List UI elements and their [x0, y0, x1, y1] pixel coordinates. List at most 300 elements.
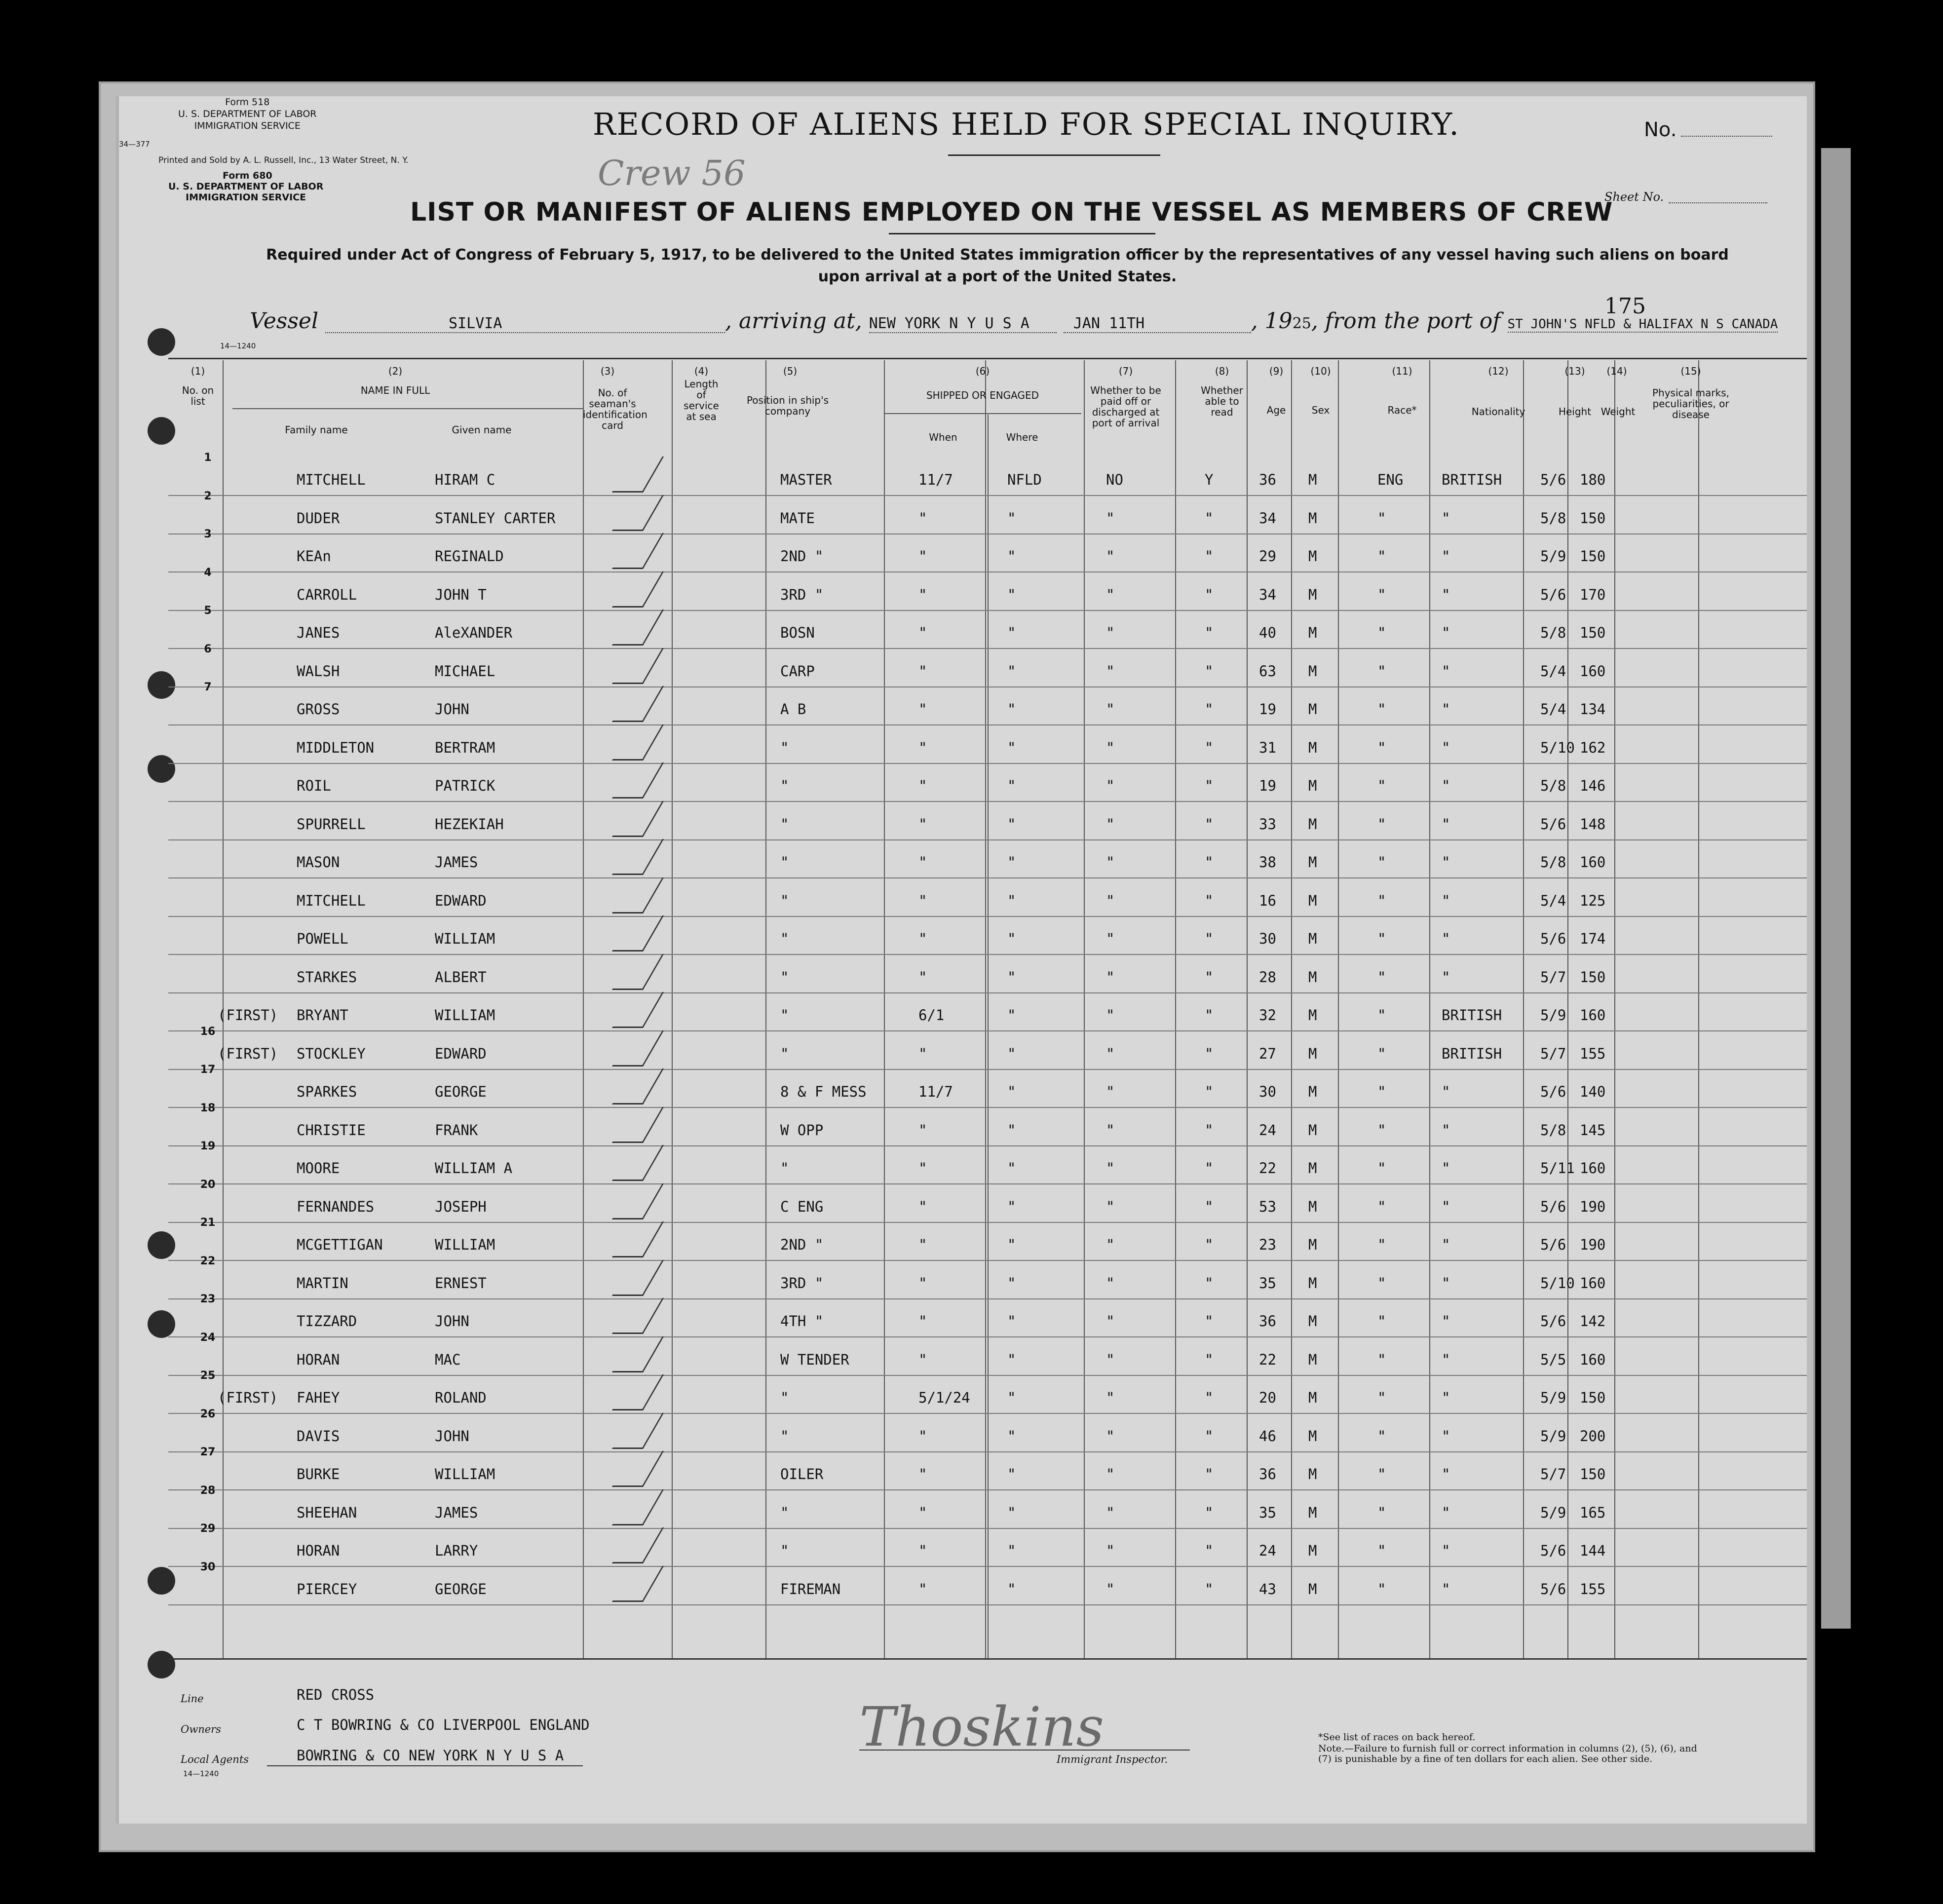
cell-position: ": [780, 930, 789, 947]
checkmark-icon: [612, 1183, 664, 1219]
cell-weight: 144: [1580, 1542, 1606, 1559]
column-rule: [765, 360, 766, 1658]
cell-read: ": [1205, 854, 1214, 871]
arrival-date: JAN 11TH: [1064, 315, 1251, 333]
cell-when: 6/1: [918, 1007, 945, 1024]
cell-given: LARRY: [435, 1542, 478, 1559]
cell-weight: 190: [1580, 1198, 1606, 1215]
cell-weight: 134: [1580, 701, 1606, 718]
cell-given: REGINALD: [435, 548, 504, 565]
cell-given: ROLAND: [435, 1389, 487, 1406]
col4-header: Length of service at sea: [684, 378, 719, 422]
cell-paid: ": [1106, 624, 1115, 641]
column-rule: [1698, 360, 1699, 1658]
cell-where: ": [1007, 777, 1016, 794]
cell-read: ": [1205, 968, 1214, 986]
cell-sex: M: [1308, 1198, 1317, 1215]
cell-when: ": [918, 739, 927, 756]
cell-family: ROIL: [297, 777, 331, 794]
cell-height: 5/7: [1540, 968, 1566, 986]
cell-position: ": [780, 968, 789, 986]
cell-paid: ": [1106, 739, 1115, 756]
cell-height: 5/6: [1540, 471, 1566, 488]
checkmark-icon: [612, 495, 664, 531]
col11-number: (11): [1392, 365, 1412, 377]
cell-given: ALBERT: [435, 968, 487, 986]
cell-position: 4TH ": [780, 1313, 824, 1330]
cell-read: ": [1205, 1504, 1214, 1521]
cell-paid: ": [1106, 1389, 1115, 1406]
cell-position: ": [780, 1427, 789, 1445]
row-number: 4: [204, 566, 212, 579]
col10-header: Sex: [1311, 404, 1330, 416]
cell-weight: 155: [1580, 1045, 1606, 1062]
cell-nationality: ": [1442, 1198, 1450, 1215]
cell-paid: ": [1106, 1198, 1115, 1215]
punch-hole: [148, 1231, 175, 1259]
cell-weight: 150: [1580, 509, 1606, 527]
cell-nationality: ": [1442, 548, 1450, 565]
punch-hole: [148, 328, 175, 356]
cell-given: AleXANDER: [435, 624, 513, 641]
cell-family: BURKE: [297, 1466, 340, 1483]
cell-age: 43: [1259, 1580, 1276, 1598]
cell-when: ": [918, 1542, 927, 1559]
cell-position: A B: [780, 701, 806, 718]
cell-age: 22: [1259, 1160, 1276, 1177]
row-rule: [168, 916, 1807, 917]
cell-sex: M: [1308, 1542, 1317, 1559]
col1-header: No. on list: [182, 384, 214, 407]
cell-age: 30: [1259, 1083, 1276, 1100]
cell-position: BOSN: [780, 624, 815, 641]
cell-given: JOHN: [435, 701, 469, 718]
cell-position: ": [780, 1045, 789, 1062]
cell-read: ": [1205, 1236, 1214, 1253]
cell-family: FERNANDES: [297, 1198, 375, 1215]
checkmark-icon: [612, 762, 664, 799]
cell-paid: NO: [1106, 471, 1123, 488]
lower-department: U. S. DEPARTMENT OF LABOR: [168, 181, 324, 192]
cell-sex: M: [1308, 701, 1317, 718]
cell-paid: ": [1106, 1236, 1115, 1253]
row-rule: [168, 1260, 1807, 1261]
punch-hole: [148, 1310, 175, 1338]
cell-race: ": [1377, 930, 1386, 947]
col14-number: (14): [1606, 365, 1627, 377]
cell-race: ": [1377, 1427, 1386, 1445]
cell-nationality: ": [1442, 1274, 1450, 1292]
races-note: *See list of races on back hereof.: [1318, 1732, 1476, 1743]
cell-sex: M: [1308, 930, 1317, 947]
col15-header: Physical marks, peculiarities, or disease: [1652, 387, 1730, 420]
cell-family: TIZZARD: [297, 1313, 357, 1330]
cell-sex: M: [1308, 777, 1317, 794]
row-rule: [168, 1451, 1807, 1452]
cell-weight: 165: [1580, 1504, 1606, 1521]
cell-height: 5/10: [1540, 1274, 1575, 1292]
col6-where-header: Where: [1006, 431, 1038, 443]
cell-race: ": [1377, 854, 1386, 871]
cell-when: ": [918, 815, 927, 833]
cell-paid: ": [1106, 1274, 1115, 1292]
row-rule: [168, 877, 1807, 878]
cell-nationality: ": [1442, 1160, 1450, 1177]
sheet-line: [1669, 202, 1767, 203]
record-title: RECORD OF ALIENS HELD FOR SPECIAL INQUIRY.: [593, 106, 1460, 142]
department: U. S. DEPARTMENT OF LABOR: [178, 109, 317, 119]
cell-given: JOSEPH: [435, 1198, 487, 1215]
cell-given: WILLIAM: [435, 1236, 495, 1253]
cell-where: ": [1007, 1466, 1016, 1483]
col12-number: (12): [1488, 365, 1509, 377]
vessel-name: SILVIA: [325, 315, 725, 333]
row-rule: [168, 763, 1807, 764]
cell-race: ": [1377, 1045, 1386, 1062]
checkmark-icon: [612, 1489, 664, 1525]
cell-paid: ": [1106, 548, 1115, 565]
owners-value: C T BOWRING & CO LIVERPOOL ENGLAND: [297, 1716, 590, 1733]
cell-age: 27: [1259, 1045, 1276, 1062]
cell-sex: M: [1308, 854, 1317, 871]
cell-family: HORAN: [297, 1351, 340, 1368]
cell-height: 5/9: [1540, 1007, 1566, 1024]
cell-age: 29: [1259, 548, 1276, 565]
cell-sex: M: [1308, 548, 1317, 565]
manifest-page: [116, 96, 1807, 1824]
cell-nationality: BRITISH: [1442, 1007, 1502, 1024]
checkmark-icon: [612, 609, 664, 646]
row-rule: [168, 992, 1807, 993]
handwritten-crew-note: Crew 56: [598, 153, 746, 193]
column-rule: [672, 360, 673, 1658]
cell-position: ": [780, 854, 789, 871]
cell-nationality: ": [1442, 1389, 1450, 1406]
col5-header: Position in ship's company: [746, 394, 829, 417]
row-number: 19: [200, 1140, 216, 1152]
cell-when: 11/7: [918, 1083, 953, 1100]
cell-when: 11/7: [918, 471, 953, 488]
row-rule: [168, 686, 1807, 687]
cell-given: HIRAM C: [435, 471, 495, 488]
cell-given: JOHN: [435, 1313, 469, 1330]
cell-weight: 150: [1580, 1389, 1606, 1406]
cell-when: ": [918, 1504, 927, 1521]
penalty-note: Note.—Failure to furnish full or correct information in columns (2), (5), (6), and (7) is punishable by a fine of ten dollars for each alien. See other side.: [1318, 1743, 1697, 1764]
cell-race: ": [1377, 1542, 1386, 1559]
cell-where: ": [1007, 1427, 1016, 1445]
cell-read: ": [1205, 624, 1214, 641]
cell-read: ": [1205, 1466, 1214, 1483]
cell-position: W OPP: [780, 1121, 824, 1139]
cell-race: ": [1377, 1580, 1386, 1598]
cell-prefix: (FIRST): [218, 1045, 278, 1062]
cell-height: 5/6: [1540, 1083, 1566, 1100]
manifest-underline: [889, 233, 1155, 234]
sheet-label: Sheet No.: [1604, 190, 1664, 204]
cell-family: POWELL: [297, 930, 348, 947]
cell-height: 5/4: [1540, 701, 1566, 718]
cell-age: 53: [1259, 1198, 1276, 1215]
cell-position: CARP: [780, 662, 815, 680]
cell-sex: M: [1308, 471, 1317, 488]
cell-given: GEORGE: [435, 1580, 487, 1598]
col3-number: (3): [600, 365, 615, 377]
cell-when: ": [918, 777, 927, 794]
cell-nationality: ": [1442, 1121, 1450, 1139]
cell-weight: 180: [1580, 471, 1606, 488]
vessel-line: [250, 308, 1778, 334]
cell-sex: M: [1308, 1427, 1317, 1445]
col7-header: Whether to be paid off or discharged at port of arrival: [1090, 384, 1161, 429]
cell-height: 5/6: [1540, 815, 1566, 833]
col12-header: Nationality: [1471, 406, 1525, 418]
row-rule: [168, 839, 1807, 840]
cell-where: ": [1007, 1121, 1016, 1139]
cell-when: ": [918, 1274, 927, 1292]
cell-read: ": [1205, 1083, 1214, 1100]
cell-weight: 160: [1580, 662, 1606, 680]
cell-family: JANES: [297, 624, 340, 641]
cell-paid: ": [1106, 586, 1115, 603]
printed-by: Printed and Sold by A. L. Russell, Inc., 13 Water Street, N. Y.: [158, 155, 409, 165]
year-suffix: 25: [1292, 315, 1311, 332]
cell-nationality: ": [1442, 968, 1450, 986]
col6-number: (6): [975, 365, 990, 377]
cell-age: 30: [1259, 930, 1276, 947]
cell-height: 5/6: [1540, 1313, 1566, 1330]
cell-read: ": [1205, 1045, 1214, 1062]
cell-paid: ": [1106, 854, 1115, 871]
cell-when: ": [918, 1160, 927, 1177]
cell-age: 36: [1259, 1466, 1276, 1483]
cell-given: JOHN: [435, 1427, 469, 1445]
cell-age: 36: [1259, 471, 1276, 488]
checkmark-icon: [612, 915, 664, 952]
cell-family: HORAN: [297, 1542, 340, 1559]
cell-paid: ": [1106, 1427, 1115, 1445]
cell-age: 22: [1259, 1351, 1276, 1368]
cell-sex: M: [1308, 892, 1317, 909]
cell-nationality: ": [1442, 1083, 1450, 1100]
col5-number: (5): [783, 365, 798, 377]
cell-sex: M: [1308, 1313, 1317, 1330]
cell-age: 32: [1259, 1007, 1276, 1024]
cell-read: ": [1205, 548, 1214, 565]
cell-race: ": [1377, 1466, 1386, 1483]
cell-nationality: ": [1442, 624, 1450, 641]
cell-nationality: ": [1442, 777, 1450, 794]
cell-sex: M: [1308, 1351, 1317, 1368]
arriving-label: , arriving at,: [725, 308, 862, 334]
row-number: 17: [200, 1064, 216, 1076]
cell-paid: ": [1106, 701, 1115, 718]
row-rule: [168, 1107, 1807, 1108]
checkmark-icon: [612, 724, 664, 761]
cell-when: ": [918, 1121, 927, 1139]
cell-read: ": [1205, 1351, 1214, 1368]
cell-sex: M: [1308, 1236, 1317, 1253]
no-label: No.: [1644, 118, 1677, 141]
cell-given: GEORGE: [435, 1083, 487, 1100]
cell-nationality: BRITISH: [1442, 1045, 1502, 1062]
cell-when: ": [918, 1351, 927, 1368]
checkmark-icon: [612, 839, 664, 875]
cell-height: 5/6: [1540, 1580, 1566, 1598]
from-port: ST JOHN'S NFLD & HALIFAX N S CANADA: [1507, 317, 1778, 332]
cell-sex: M: [1308, 1504, 1317, 1521]
cell-given: WILLIAM: [435, 1466, 495, 1483]
col2-family-header: Family name: [285, 424, 348, 436]
cell-nationality: ": [1442, 1466, 1450, 1483]
cell-family: CARROLL: [297, 586, 357, 603]
cell-family: DUDER: [297, 509, 340, 527]
cell-where: ": [1007, 548, 1016, 565]
col8-number: (8): [1215, 365, 1229, 377]
cell-position: 2ND ": [780, 548, 824, 565]
table-bottom-rule: [168, 1658, 1807, 1660]
cell-height: 5/4: [1540, 892, 1566, 909]
cell-when: ": [918, 509, 927, 527]
cell-age: 34: [1259, 586, 1276, 603]
cell-position: ": [780, 739, 789, 756]
sheet-number: 175: [1604, 294, 1646, 319]
cell-weight: 200: [1580, 1427, 1606, 1445]
cell-height: 5/8: [1540, 777, 1566, 794]
cell-nationality: ": [1442, 930, 1450, 947]
col6-when-header: When: [929, 431, 957, 443]
cell-nationality: ": [1442, 815, 1450, 833]
subtitle: Required under Act of Congress of February 5, 1917, to be delivered to the United States immigration officer by the representatives of any vessel having such aliens on board upon arrival at a port of the United States.: [266, 246, 1729, 285]
cell-family: KEAn: [297, 548, 331, 565]
cell-read: ": [1205, 1121, 1214, 1139]
checkmark-icon: [612, 648, 664, 684]
cell-race: ": [1377, 777, 1386, 794]
cell-position: 3RD ": [780, 586, 824, 603]
agents-line: [267, 1765, 583, 1766]
cell-race: ": [1377, 1160, 1386, 1177]
cell-read: ": [1205, 930, 1214, 947]
checkmark-icon: [612, 1566, 664, 1602]
form-info: [178, 96, 316, 132]
form-code-left: 14—1240: [220, 342, 256, 350]
cell-where: ": [1007, 892, 1016, 909]
cell-weight: 155: [1580, 1580, 1606, 1598]
cell-height: 5/8: [1540, 509, 1566, 527]
col11-header: Race*: [1387, 404, 1417, 416]
cell-weight: 170: [1580, 586, 1606, 603]
cell-nationality: ": [1442, 892, 1450, 909]
cell-nationality: ": [1442, 509, 1450, 527]
cell-height: 5/9: [1540, 1504, 1566, 1521]
cell-where: ": [1007, 701, 1016, 718]
cell-read: ": [1205, 1160, 1214, 1177]
row-number: 27: [200, 1446, 216, 1458]
checkmark-icon: [612, 1527, 664, 1563]
cell-race: ": [1377, 892, 1386, 909]
cell-family: SPARKES: [297, 1083, 357, 1100]
cell-weight: 145: [1580, 1121, 1606, 1139]
cell-paid: ": [1106, 662, 1115, 680]
cell-given: JOHN T: [435, 586, 487, 603]
col2-number: (2): [388, 365, 403, 377]
cell-age: 19: [1259, 777, 1276, 794]
cell-race: ": [1377, 1389, 1386, 1406]
lower-service: IMMIGRATION SERVICE: [186, 192, 306, 203]
cell-race: ": [1377, 624, 1386, 641]
cell-given: HEZEKIAH: [435, 815, 504, 833]
cell-position: OILER: [780, 1466, 824, 1483]
row-number: 22: [200, 1255, 216, 1267]
owners-label: Owners: [181, 1723, 221, 1735]
row-number: 23: [200, 1293, 216, 1305]
column-rule: [1247, 360, 1248, 1658]
cell-paid: ": [1106, 968, 1115, 986]
cell-where: ": [1007, 1083, 1016, 1100]
cell-paid: ": [1106, 1083, 1115, 1100]
cell-given: JAMES: [435, 854, 478, 871]
row-rule: [168, 1336, 1807, 1337]
cell-when: ": [918, 930, 927, 947]
cell-height: 5/10: [1540, 739, 1575, 756]
column-rule: [1338, 360, 1339, 1658]
cell-sex: M: [1308, 624, 1317, 641]
cell-family: STOCKLEY: [297, 1045, 366, 1062]
cell-given: MAC: [435, 1351, 461, 1368]
cell-age: 35: [1259, 1504, 1276, 1521]
cell-sex: M: [1308, 1121, 1317, 1139]
agents-value: BOWRING & CO NEW YORK N Y U S A: [297, 1747, 564, 1764]
cell-height: 5/5: [1540, 1351, 1566, 1368]
cell-age: 28: [1259, 968, 1276, 986]
cell-age: 33: [1259, 815, 1276, 833]
cell-family: GROSS: [297, 701, 340, 718]
cell-nationality: ": [1442, 701, 1450, 718]
cell-when: ": [918, 1466, 927, 1483]
cell-where: ": [1007, 1007, 1016, 1024]
cell-given: WILLIAM A: [435, 1160, 513, 1177]
row-rule: [168, 1604, 1807, 1605]
cell-height: 5/6: [1540, 586, 1566, 603]
signature-line: [859, 1750, 1190, 1751]
cell-weight: 174: [1580, 930, 1606, 947]
cell-where: ": [1007, 1580, 1016, 1598]
cell-height: 5/8: [1540, 1121, 1566, 1139]
row-number: 29: [200, 1523, 216, 1535]
no-line: [1681, 136, 1772, 137]
col13-number: (13): [1564, 365, 1585, 377]
cell-sex: M: [1308, 1274, 1317, 1292]
cell-age: 24: [1259, 1542, 1276, 1559]
vessel-label: Vessel: [250, 308, 319, 334]
punch-hole: [148, 671, 175, 699]
column-rule: [1175, 360, 1176, 1658]
cell-paid: ": [1106, 1351, 1115, 1368]
cell-nationality: ": [1442, 662, 1450, 680]
cell-height: 5/8: [1540, 854, 1566, 871]
row-rule: [168, 1145, 1807, 1146]
cell-where: ": [1007, 930, 1016, 947]
cell-sex: M: [1308, 815, 1317, 833]
cell-when: 5/1/24: [918, 1389, 970, 1406]
cell-race: ": [1377, 548, 1386, 565]
checkmark-icon: [612, 457, 664, 493]
cell-where: ": [1007, 968, 1016, 986]
cell-age: 36: [1259, 1313, 1276, 1330]
cell-race: ": [1377, 509, 1386, 527]
col6-divider: [884, 413, 1081, 414]
cell-paid: ": [1106, 1580, 1115, 1598]
